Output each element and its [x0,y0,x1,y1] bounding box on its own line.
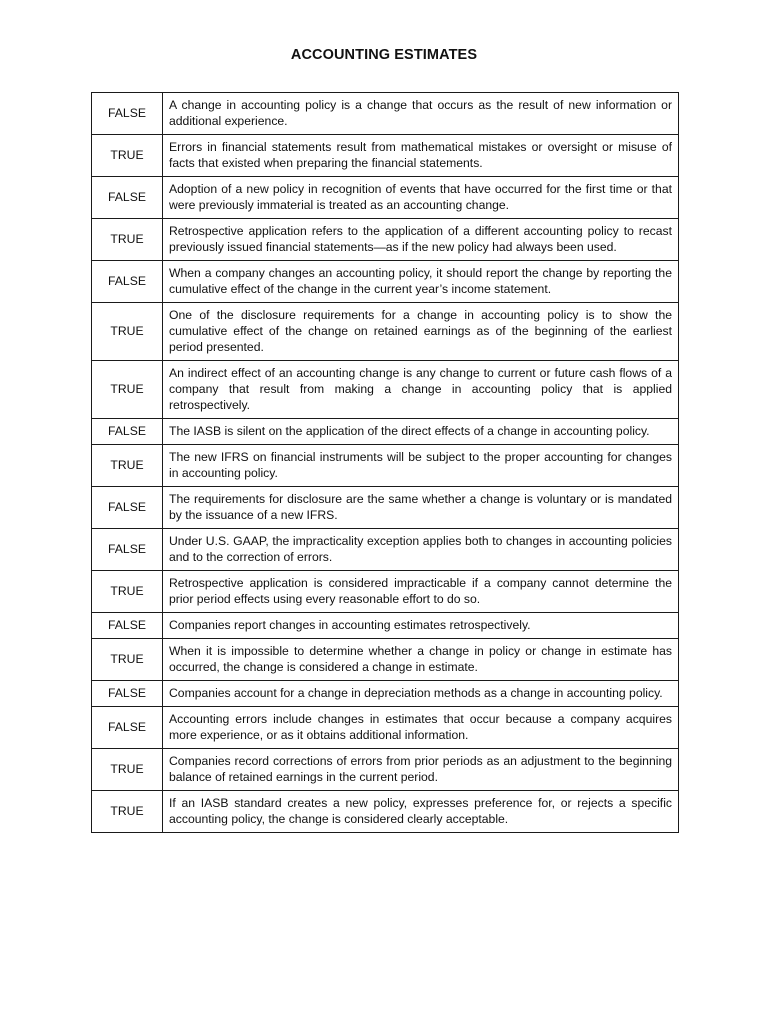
statement-cell: Companies account for a change in depreciation methods as a change in accounting policy. [163,681,679,707]
statement-cell: Under U.S. GAAP, the impracticality exception applies both to changes in accounting policies and to the correction of errors. [163,529,679,571]
table-row [92,613,679,639]
statement-cell: One of the disclosure requirements for a change in accounting policy is to show the cumulative effect of the change on retained earnings as of the beginning of the earliest period presented. [163,303,679,361]
table-row [92,707,679,749]
statement-cell: Companies record corrections of errors from prior periods as an adjustment to the beginning balance of retained earnings in the current period. [163,749,679,791]
table-row [92,749,679,791]
table-row [92,93,679,135]
table-row [92,177,679,219]
statement-cell: Retrospective application refers to the application of a different accounting policy to recast previously issued financial statements—as if the new policy had always been used. [163,219,679,261]
answer-cell: FALSE [92,681,163,707]
answer-cell: FALSE [92,613,163,639]
table-row [92,361,679,419]
table-row [92,639,679,681]
statement-cell: The requirements for disclosure are the same whether a change is voluntary or is mandated by the issuance of a new IFRS. [163,487,679,529]
answer-cell: FALSE [92,93,163,135]
table-row [92,419,679,445]
statement-cell: Errors in financial statements result from mathematical mistakes or oversight or misuse of facts that existed when preparing the financial statements. [163,135,679,177]
statement-cell: Retrospective application is considered impracticable if a company cannot determine the prior period effects using every reasonable effort to do so. [163,571,679,613]
statement-cell: Adoption of a new policy in recognition of events that have occurred for the first time or that were previously immaterial is treated as an accounting change. [163,177,679,219]
answer-cell: TRUE [92,791,163,833]
answer-cell: FALSE [92,707,163,749]
answer-cell: TRUE [92,219,163,261]
table-row [92,571,679,613]
table-row [92,681,679,707]
table-row [92,261,679,303]
statement-cell: A change in accounting policy is a change that occurs as the result of new information or additional experience. [163,93,679,135]
answer-cell: TRUE [92,571,163,613]
table-row [92,303,679,361]
statement-cell: Companies report changes in accounting estimates retrospectively. [163,613,679,639]
answer-cell: TRUE [92,135,163,177]
answer-cell: TRUE [92,749,163,791]
answer-cell: FALSE [92,261,163,303]
table-row [92,135,679,177]
table-row [92,529,679,571]
statement-cell: When it is impossible to determine whether a change in policy or change in estimate has occurred, the change is considered a change in estimate. [163,639,679,681]
answer-cell: TRUE [92,361,163,419]
answer-cell: FALSE [92,419,163,445]
answer-cell: FALSE [92,529,163,571]
true-false-table [91,92,679,833]
answer-cell: TRUE [92,639,163,681]
statement-cell: If an IASB standard creates a new policy, expresses preference for, or rejects a specific accounting policy, the change is considered clearly acceptable. [163,791,679,833]
table-row [92,791,679,833]
answer-cell: TRUE [92,445,163,487]
statement-cell: The new IFRS on financial instruments will be subject to the proper accounting for changes in accounting policy. [163,445,679,487]
statement-cell: When a company changes an accounting policy, it should report the change by reporting the cumulative effect of the change in the current year’s income statement. [163,261,679,303]
answer-cell: FALSE [92,487,163,529]
answer-cell: FALSE [92,177,163,219]
statement-cell: The IASB is silent on the application of the direct effects of a change in accounting policy. [163,419,679,445]
table-row [92,445,679,487]
statement-cell: An indirect effect of an accounting change is any change to current or future cash flows of a company that result from making a change in accounting policy that is applied retrospectively. [163,361,679,419]
table-row [92,219,679,261]
table-row [92,487,679,529]
statement-cell: Accounting errors include changes in estimates that occur because a company acquires more experience, or as it obtains additional information. [163,707,679,749]
page-title: ACCOUNTING ESTIMATES [290,47,478,63]
answer-cell: TRUE [92,303,163,361]
